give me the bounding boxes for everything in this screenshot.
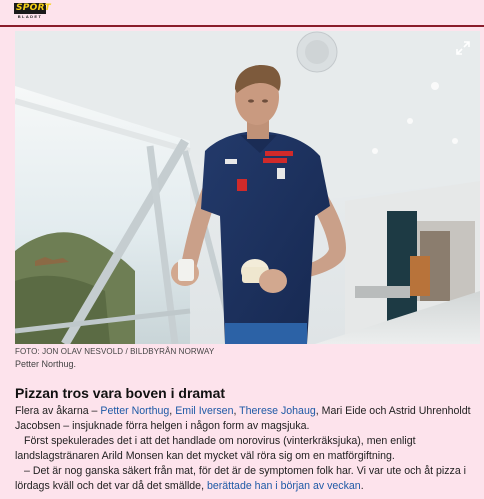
text-run: – Det är nog ganska säkert från mat, för det är de symptomen folk har. Vi var ute och åt pizza i lördags kväll och det var då det smällde, [15,465,467,492]
sportbladet-logo[interactable] [14,3,51,19]
photo-caption [15,347,475,370]
link-therese-johaug[interactable]: Therese Johaug [239,405,316,417]
header-divider [0,25,484,27]
link-emil-iversen[interactable]: Emil Iversen [175,405,234,417]
text-run: , [233,405,240,417]
text-run: , [169,405,176,417]
article-body [15,404,477,494]
link-petter-northug[interactable]: Petter Northug [100,405,170,417]
text-run: Flera av åkarna – [15,405,101,417]
paragraph-2: Först spekulerades det i att det handlade om norovirus (vinterkräksjuka), men enligt landslagstränaren Arild Monsen kan det mycket väl röra sig om en matförgiftning. [15,435,416,462]
photo-credit: FOTO: JON OLAV NESVOLD / BILDBYRÅN NORWAY [15,347,215,356]
logo-sub-text: BLADET [17,14,43,19]
photo-caption-text: Petter Northug. [15,359,77,369]
paragraph-3 [15,464,477,494]
expand-icon[interactable] [456,41,470,55]
logo-main-text: SPORT [16,3,51,13]
paragraph-1 [15,404,477,434]
article-photo[interactable] [15,31,480,344]
article-headline: Pizzan tros vara boven i dramat [15,385,226,401]
text-run: . [360,480,364,492]
link-told-earlier-this-week[interactable]: berättade han i början av veckan [206,480,361,492]
site-header [0,0,484,24]
text-run: , Mari Eide och Astrid Uhrenholdt Jacobsen – insjuknade förra helgen i någon form av magsjuka. [15,405,471,432]
photo-illustration [15,31,480,344]
